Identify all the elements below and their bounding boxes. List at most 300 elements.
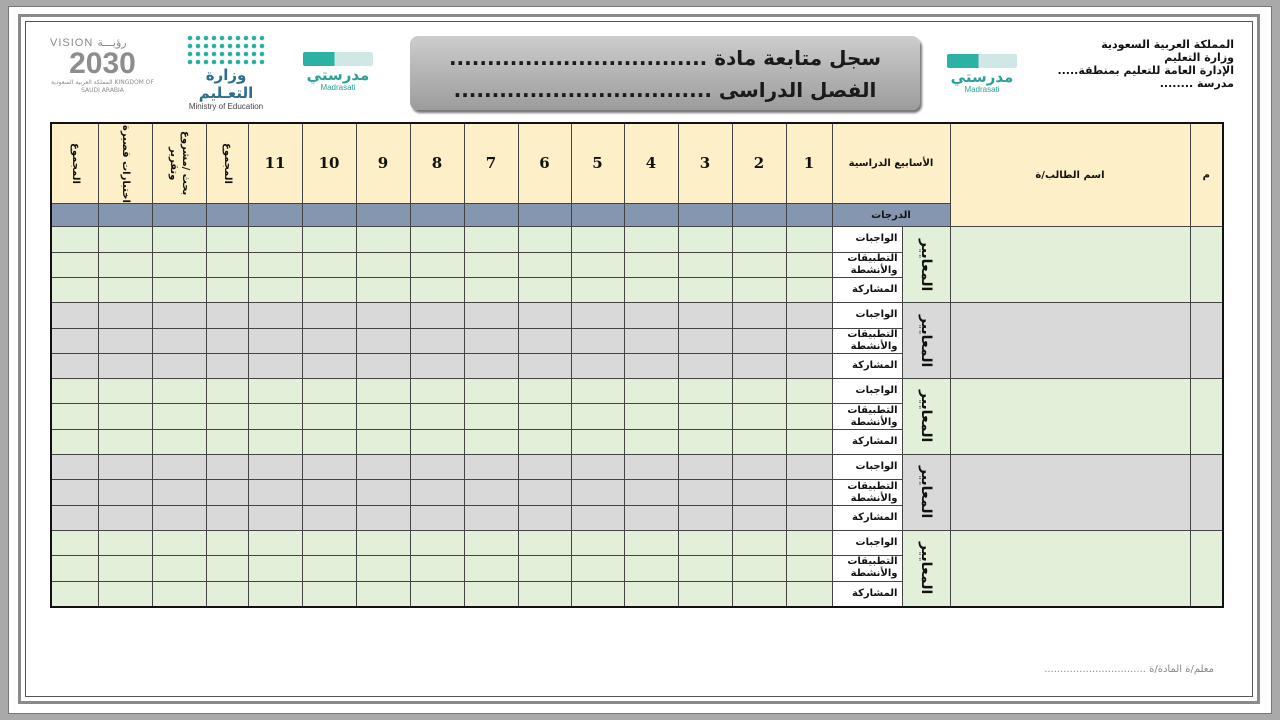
header-total-col (206, 123, 248, 203)
score-cell[interactable] (518, 353, 571, 378)
criterion-label (832, 277, 902, 302)
score-cell[interactable] (464, 429, 518, 454)
madrasati-logo-left (294, 52, 382, 98)
score-cell[interactable] (51, 581, 98, 607)
score-cell[interactable] (624, 328, 678, 353)
score-cell[interactable] (732, 379, 786, 404)
score-cell[interactable] (786, 531, 832, 556)
score-cell[interactable] (732, 252, 786, 277)
score-cell[interactable] (624, 353, 678, 378)
grade-cell (410, 203, 464, 226)
score-cell[interactable] (518, 581, 571, 607)
score-cell[interactable] (410, 277, 464, 302)
score-cell[interactable] (464, 252, 518, 277)
score-cell[interactable] (302, 277, 356, 302)
score-cell[interactable] (678, 531, 732, 556)
score-cell[interactable] (518, 227, 571, 252)
ministry-dots-icon (186, 34, 266, 66)
score-cell[interactable] (464, 353, 518, 378)
score-cell[interactable] (302, 531, 356, 556)
header-week-col (302, 123, 356, 203)
score-cell[interactable] (302, 505, 356, 530)
criterion-name: الواجبات (855, 233, 898, 245)
criterion-label (832, 455, 902, 480)
score-cell[interactable] (248, 303, 302, 328)
criterion-label (832, 303, 902, 328)
score-cell[interactable] (678, 328, 732, 353)
grade-cell (678, 203, 732, 226)
score-cell[interactable] (98, 277, 152, 302)
score-cell[interactable] (356, 556, 410, 581)
score-cell[interactable] (732, 227, 786, 252)
score-cell[interactable] (302, 556, 356, 581)
student-row (51, 455, 1223, 480)
score-cell[interactable] (98, 379, 152, 404)
score-cell[interactable] (571, 429, 624, 454)
score-cell[interactable] (152, 379, 206, 404)
score-cell[interactable] (678, 480, 732, 505)
score-cell[interactable] (571, 455, 624, 480)
criteria-label: المعايير (918, 542, 934, 595)
score-cell[interactable] (302, 303, 356, 328)
score-cell[interactable] (571, 480, 624, 505)
score-cell[interactable] (410, 328, 464, 353)
score-cell[interactable] (571, 303, 624, 328)
score-cell[interactable] (624, 480, 678, 505)
score-cell[interactable] (732, 303, 786, 328)
weeks-label: الأسابيع الدراسية (848, 157, 934, 169)
madrasati-name-en: Madrasati (320, 83, 356, 92)
vision-year: 2030 (69, 47, 136, 80)
score-cell[interactable] (356, 404, 410, 429)
header-col-label: بحث /مشروع وتقرير (168, 131, 191, 196)
score-cell[interactable] (571, 404, 624, 429)
score-cell[interactable] (732, 328, 786, 353)
score-cell[interactable] (518, 379, 571, 404)
score-cell[interactable] (98, 227, 152, 252)
score-cell[interactable] (678, 455, 732, 480)
record-title: سجل متابعة مادة .................................. (448, 46, 882, 70)
score-cell[interactable] (51, 480, 98, 505)
score-cell[interactable] (302, 227, 356, 252)
student-name-cell[interactable] (950, 531, 1190, 607)
student-name-cell[interactable] (950, 455, 1190, 531)
score-cell[interactable] (248, 404, 302, 429)
score-cell[interactable] (356, 505, 410, 530)
score-cell[interactable] (786, 328, 832, 353)
title-banner (410, 36, 920, 110)
score-cell[interactable] (51, 455, 98, 480)
grade-cell (206, 203, 248, 226)
score-cell[interactable] (786, 227, 832, 252)
score-cell[interactable] (571, 505, 624, 530)
criteria-label: المعايير (918, 314, 934, 367)
score-cell[interactable] (678, 303, 732, 328)
score-cell[interactable] (356, 303, 410, 328)
score-cell[interactable] (464, 328, 518, 353)
score-cell[interactable] (152, 303, 206, 328)
score-cell[interactable] (206, 429, 248, 454)
score-cell[interactable] (410, 227, 464, 252)
header-weeks-label (832, 123, 950, 203)
score-cell[interactable] (152, 252, 206, 277)
week-number: 8 (431, 154, 443, 173)
score-cell[interactable] (248, 252, 302, 277)
score-cell[interactable] (248, 353, 302, 378)
student-row (51, 379, 1223, 404)
score-cell[interactable] (356, 227, 410, 252)
score-cell[interactable] (732, 353, 786, 378)
score-cell[interactable] (98, 328, 152, 353)
score-cell[interactable] (624, 581, 678, 607)
score-cell[interactable] (624, 531, 678, 556)
score-cell[interactable] (732, 505, 786, 530)
score-cell[interactable] (51, 353, 98, 378)
score-cell[interactable] (571, 379, 624, 404)
grade-cell (571, 203, 624, 226)
score-cell[interactable] (248, 455, 302, 480)
score-cell[interactable] (152, 505, 206, 530)
score-cell[interactable] (98, 353, 152, 378)
ministry-name-en: Ministry of Education (188, 102, 264, 111)
score-cell[interactable] (98, 480, 152, 505)
score-cell[interactable] (786, 505, 832, 530)
org-region: الإدارة العامة للتعليم بمنطقة..... (1057, 64, 1234, 77)
score-cell[interactable] (786, 404, 832, 429)
criteria-side-label (902, 227, 950, 303)
score-cell[interactable] (410, 505, 464, 530)
score-cell[interactable] (51, 429, 98, 454)
score-cell[interactable] (624, 277, 678, 302)
org-school: مدرسة ........ (1159, 77, 1234, 90)
criterion-name: الواجبات (855, 309, 898, 321)
score-cell[interactable] (410, 531, 464, 556)
score-cell[interactable] (518, 556, 571, 581)
score-cell[interactable] (571, 252, 624, 277)
score-cell[interactable] (356, 328, 410, 353)
score-cell[interactable] (98, 404, 152, 429)
org-ministry: وزارة التعليم (1164, 51, 1234, 64)
student-name-cell[interactable] (950, 303, 1190, 379)
score-cell[interactable] (732, 455, 786, 480)
teacher-signature: معلم/ة المادة/ة ................................ (1044, 664, 1214, 675)
score-cell[interactable] (248, 531, 302, 556)
header-week-col (356, 123, 410, 203)
score-cell[interactable] (571, 353, 624, 378)
score-cell[interactable] (624, 252, 678, 277)
score-cell[interactable] (518, 252, 571, 277)
score-cell[interactable] (98, 429, 152, 454)
madrasati-name-ar: مدرستي (306, 66, 370, 84)
score-cell[interactable] (206, 227, 248, 252)
score-cell[interactable] (786, 429, 832, 454)
score-cell[interactable] (248, 581, 302, 607)
vision-label: VISION رؤيـــة (50, 37, 127, 49)
criterion-label (832, 404, 902, 429)
score-cell[interactable] (571, 531, 624, 556)
score-cell[interactable] (624, 227, 678, 252)
score-cell[interactable] (98, 581, 152, 607)
vision-2030-logo (50, 36, 155, 106)
score-cell[interactable] (51, 556, 98, 581)
score-cell[interactable] (302, 581, 356, 607)
score-cell[interactable] (732, 277, 786, 302)
score-cell[interactable] (152, 480, 206, 505)
score-cell[interactable] (98, 531, 152, 556)
score-cell[interactable] (571, 581, 624, 607)
score-cell[interactable] (624, 505, 678, 530)
score-cell[interactable] (518, 480, 571, 505)
score-cell[interactable] (786, 252, 832, 277)
score-cell[interactable] (678, 379, 732, 404)
score-cell[interactable] (464, 581, 518, 607)
criterion-label (832, 480, 902, 505)
score-cell[interactable] (678, 227, 732, 252)
score-cell[interactable] (206, 556, 248, 581)
score-cell[interactable] (206, 455, 248, 480)
score-cell[interactable] (464, 556, 518, 581)
score-cell[interactable] (302, 404, 356, 429)
score-cell[interactable] (206, 404, 248, 429)
score-cell[interactable] (51, 252, 98, 277)
criteria-side-label (902, 303, 950, 379)
score-cell[interactable] (678, 252, 732, 277)
score-cell[interactable] (732, 581, 786, 607)
score-cell[interactable] (356, 379, 410, 404)
score-cell[interactable] (51, 404, 98, 429)
score-cell[interactable] (571, 227, 624, 252)
score-cell[interactable] (248, 480, 302, 505)
score-cell[interactable] (51, 531, 98, 556)
criterion-label (832, 531, 902, 556)
score-cell[interactable] (410, 303, 464, 328)
header-total-col (51, 123, 98, 203)
score-cell[interactable] (464, 227, 518, 252)
score-cell[interactable] (356, 277, 410, 302)
score-cell[interactable] (248, 328, 302, 353)
score-cell[interactable] (571, 277, 624, 302)
score-cell[interactable] (248, 505, 302, 530)
score-cell[interactable] (518, 328, 571, 353)
score-cell[interactable] (152, 531, 206, 556)
score-cell[interactable] (518, 429, 571, 454)
header-week-col (678, 123, 732, 203)
score-cell[interactable] (356, 252, 410, 277)
score-cell[interactable] (464, 480, 518, 505)
criterion-label (832, 252, 902, 277)
score-cell[interactable] (624, 303, 678, 328)
score-cell[interactable] (206, 379, 248, 404)
score-cell[interactable] (678, 404, 732, 429)
criterion-label (832, 328, 902, 353)
score-cell[interactable] (678, 277, 732, 302)
score-cell[interactable] (678, 505, 732, 530)
score-cell[interactable] (356, 429, 410, 454)
score-cell[interactable] (518, 531, 571, 556)
score-cell[interactable] (248, 429, 302, 454)
score-cell[interactable] (206, 531, 248, 556)
score-cell[interactable] (464, 404, 518, 429)
score-cell[interactable] (624, 379, 678, 404)
score-cell[interactable] (678, 581, 732, 607)
score-cell[interactable] (464, 455, 518, 480)
score-cell[interactable] (302, 328, 356, 353)
score-cell[interactable] (206, 353, 248, 378)
score-cell[interactable] (51, 379, 98, 404)
score-cell[interactable] (732, 404, 786, 429)
score-cell[interactable] (410, 556, 464, 581)
score-cell[interactable] (356, 353, 410, 378)
student-row (51, 303, 1223, 328)
score-cell[interactable] (410, 252, 464, 277)
score-cell[interactable] (356, 581, 410, 607)
score-cell[interactable] (51, 505, 98, 530)
grade-cell (624, 203, 678, 226)
criteria-label: المعايير (918, 466, 934, 519)
score-cell[interactable] (410, 379, 464, 404)
criterion-label (832, 429, 902, 454)
score-cell[interactable] (786, 303, 832, 328)
score-cell[interactable] (624, 404, 678, 429)
score-cell[interactable] (302, 252, 356, 277)
madrasati-name-en: Madrasati (964, 85, 1000, 94)
score-cell[interactable] (410, 480, 464, 505)
score-cell[interactable] (464, 303, 518, 328)
criterion-name: التطبيقات والأنشطة (847, 328, 898, 352)
criterion-name: التطبيقات والأنشطة (847, 404, 898, 428)
score-cell[interactable] (464, 277, 518, 302)
header-week-col (248, 123, 302, 203)
criterion-label (832, 227, 902, 252)
score-cell[interactable] (51, 303, 98, 328)
score-cell[interactable] (152, 328, 206, 353)
student-name-cell[interactable] (950, 379, 1190, 455)
criterion-label (832, 353, 902, 378)
score-cell[interactable] (732, 531, 786, 556)
score-cell[interactable] (206, 277, 248, 302)
score-cell[interactable] (464, 379, 518, 404)
score-cell[interactable] (51, 227, 98, 252)
score-cell[interactable] (410, 353, 464, 378)
score-cell[interactable] (98, 556, 152, 581)
score-cell[interactable] (518, 505, 571, 530)
score-cell[interactable] (732, 480, 786, 505)
score-cell[interactable] (98, 252, 152, 277)
score-cell[interactable] (518, 277, 571, 302)
score-cell[interactable] (624, 455, 678, 480)
score-cell[interactable] (571, 328, 624, 353)
score-cell[interactable] (356, 455, 410, 480)
madrasati-icon (303, 52, 373, 66)
score-cell[interactable] (571, 556, 624, 581)
score-cell[interactable] (624, 429, 678, 454)
score-cell[interactable] (518, 404, 571, 429)
score-cell[interactable] (302, 480, 356, 505)
score-cell[interactable] (302, 379, 356, 404)
score-cell[interactable] (206, 581, 248, 607)
vision-subtitle: المملكة العربية السعودية KINGDOM OF SAUDI ARABIA (51, 79, 154, 94)
score-cell[interactable] (410, 455, 464, 480)
score-cell[interactable] (786, 379, 832, 404)
score-cell[interactable] (152, 429, 206, 454)
score-cell[interactable] (786, 556, 832, 581)
criterion-name: التطبيقات والأنشطة (847, 252, 898, 276)
score-cell[interactable] (732, 556, 786, 581)
criteria-label: المعايير (918, 238, 934, 291)
score-cell[interactable] (248, 556, 302, 581)
score-cell[interactable] (206, 303, 248, 328)
score-cell[interactable] (206, 252, 248, 277)
score-cell[interactable] (302, 455, 356, 480)
score-cell[interactable] (152, 227, 206, 252)
criterion-name: التطبيقات والأنشطة (847, 556, 898, 580)
grade-cell (51, 203, 98, 226)
score-cell[interactable] (152, 455, 206, 480)
score-cell[interactable] (206, 328, 248, 353)
score-cell[interactable] (464, 531, 518, 556)
score-cell[interactable] (152, 353, 206, 378)
student-name-cell[interactable] (950, 227, 1190, 303)
week-number: 7 (485, 154, 497, 173)
score-cell[interactable] (786, 480, 832, 505)
criteria-side-label (902, 531, 950, 607)
student-row (51, 227, 1223, 252)
score-cell[interactable] (248, 227, 302, 252)
score-cell[interactable] (410, 581, 464, 607)
score-cell[interactable] (302, 353, 356, 378)
score-cell[interactable] (206, 480, 248, 505)
criterion-label (832, 556, 902, 581)
score-cell[interactable] (786, 353, 832, 378)
score-cell[interactable] (206, 505, 248, 530)
score-cell[interactable] (518, 455, 571, 480)
header-week-col (786, 123, 832, 203)
score-cell[interactable] (678, 353, 732, 378)
score-cell[interactable] (152, 556, 206, 581)
score-cell[interactable] (624, 556, 678, 581)
student-index-cell (1190, 379, 1223, 455)
score-cell[interactable] (98, 303, 152, 328)
score-cell[interactable] (98, 505, 152, 530)
score-cell[interactable] (152, 277, 206, 302)
header-week-col (624, 123, 678, 203)
score-cell[interactable] (302, 429, 356, 454)
score-cell[interactable] (732, 429, 786, 454)
score-cell[interactable] (410, 429, 464, 454)
grade-cell (356, 203, 410, 226)
score-cell[interactable] (51, 277, 98, 302)
score-cell[interactable] (248, 379, 302, 404)
score-cell[interactable] (356, 480, 410, 505)
grades-label-cell (832, 203, 950, 226)
header-week-col (410, 123, 464, 203)
score-cell[interactable] (786, 277, 832, 302)
score-cell[interactable] (464, 505, 518, 530)
score-cell[interactable] (678, 429, 732, 454)
score-cell[interactable] (152, 404, 206, 429)
score-cell[interactable] (356, 531, 410, 556)
score-cell[interactable] (518, 303, 571, 328)
score-cell[interactable] (786, 455, 832, 480)
header-col-label: المجموع (222, 143, 233, 184)
score-cell[interactable] (410, 404, 464, 429)
score-cell[interactable] (98, 455, 152, 480)
score-cell[interactable] (152, 581, 206, 607)
score-cell[interactable] (678, 556, 732, 581)
score-cell[interactable] (248, 277, 302, 302)
score-cell[interactable] (51, 328, 98, 353)
score-cell[interactable] (786, 581, 832, 607)
